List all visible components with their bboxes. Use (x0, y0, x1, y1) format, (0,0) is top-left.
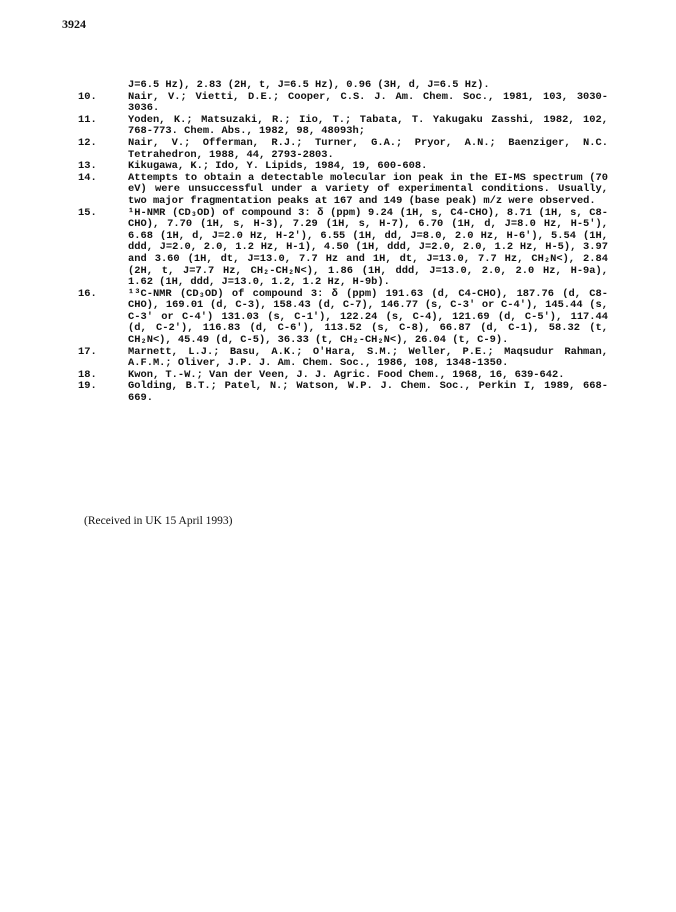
reference-item (78, 287, 615, 347)
received-note: (Received in UK 15 April 1993) (84, 515, 233, 527)
reference-item (78, 80, 608, 92)
reference-number: 18. (78, 368, 97, 381)
reference-text: Attempts to obtain a detectable molecular ion peak in the EI-MS spectrum (70 eV) were unsuccessful under a variety of experimental conditions. Usually, two major fragmentation peaks at 167 and 149 (base peak) m/z were observed. (128, 171, 615, 207)
reference-list (78, 79, 615, 405)
reference-text: Kikugawa, K.; Ido, Y. Lipids, 1984, 19, 600-608. (128, 160, 428, 173)
reference-number: 17. (78, 345, 97, 358)
reference-text: Yoden, K.; Matsuzaki, R.; Iio, T.; Tabata, T. Yakugaku Zasshi, 1982, 102, 768-773. Chem. Abs., 1982, 98, 48093h; (128, 113, 615, 138)
reference-item (78, 113, 615, 138)
reference-item (78, 345, 615, 370)
reference-text: Nair, V.; Offerman, R.J.; Turner, G.A.; Pryor, A.N.; Baenziger, N.C. Tetrahedron, 1988, 44, 2793-2803. (128, 136, 615, 161)
reference-item (78, 206, 615, 289)
reference-number: 12. (78, 136, 97, 149)
reference-number: 15. (78, 206, 97, 219)
reference-item (78, 171, 615, 208)
reference-text: Marnett, L.J.; Basu, A.K.; O'Hara, S.M.; Weller, P.E.; Maqsudur Rahman, A.F.M.; Oliver, J.P. J. Am. Chem. Soc., 1986, 108, 1348-1350. (128, 345, 615, 370)
reference-item (78, 161, 608, 173)
reference-number: 11. (78, 113, 97, 126)
reference-item (78, 136, 615, 161)
reference-text: J=6.5 Hz), 2.83 (2H, t, J=6.5 Hz), 0.96 (3H, d, J=6.5 Hz). (128, 79, 490, 91)
reference-item (78, 381, 608, 404)
reference-text: Golding, B.T.; Patel, N.; Watson, W.P. J. Chem. Soc., Perkin I, 1989, 668-669. (128, 380, 608, 405)
reference-text: ¹H-NMR (CD₃OD) of compound 3: δ (ppm) 9.24 (1H, s, C4-CHO), 8.71 (1H, s, C8-CHO), 7.70 (1H, s, H-3), 7.29 (1H, s, H-7), 6.70 (1H, d, J=8.0 Hz, H-5'), 6.68 (1H, d, J=2.0 Hz, H-2'), 6.55 (1H, dd, J=8.0, 2.0 Hz, H-6'), 5.54 (1H, ddd, J=2.0, 2.0, 1.2 Hz, H-1), 4.50 (1H, ddd, J=2.0, 2.0, 1.2 Hz, H-5), 3.97 and 3.60 (1H, dt, J=13.0, 7.7 Hz and 1H, dt, J=13.0, 7.7 Hz, CH₂N<), 2.84 (2H, t, J=7.7 Hz, CH₂-CH₂N<), 1.86 (1H, ddd, J=13.0, 2.0, 2.0 Hz, H-9a), 1.62 (1H, ddd, J=13.0, 1.2, 1.2 Hz, H-9b). (128, 206, 615, 289)
reference-number: 10. (78, 90, 97, 103)
reference-text: ¹³C-NMR (CD₃OD) of compound 3: δ (ppm) 191.63 (d, C4-CHO), 187.76 (d, C8-CHO), 169.01 (d, C-3), 158.43 (d, C-7), 146.77 (s, C-3' or C-4'), 145.44 (s, C-3' or C-4') 131.03 (s, C-1'), 122.24 (s, C-4), 121.69 (d, C-5'), 117.44 (d, C-2'), 116.83 (d, C-6'), 113.52 (s, C-8), 66.87 (d, C-1), 58.32 (t, CH₂N<), 45.49 (d, C-5), 36.33 (t, CH₂-CH₂N<), 26.04 (t, C-9). (128, 287, 615, 347)
reference-number: 14. (78, 171, 97, 184)
reference-text: Nair, V.; Vietti, D.E.; Cooper, C.S. J. Am. Chem. Soc., 1981, 103, 3030-3036. (128, 90, 608, 115)
reference-item (78, 92, 608, 115)
reference-number (78, 80, 128, 92)
reference-number: 16. (78, 287, 97, 300)
reference-text: Kwon, T.-W.; Van der Veen, J. J. Agric. Food Chem., 1968, 16, 639-642. (128, 368, 565, 381)
reference-number: 19. (78, 380, 97, 393)
page-number: 3924 (62, 17, 86, 31)
reference-number: 13. (78, 160, 97, 173)
